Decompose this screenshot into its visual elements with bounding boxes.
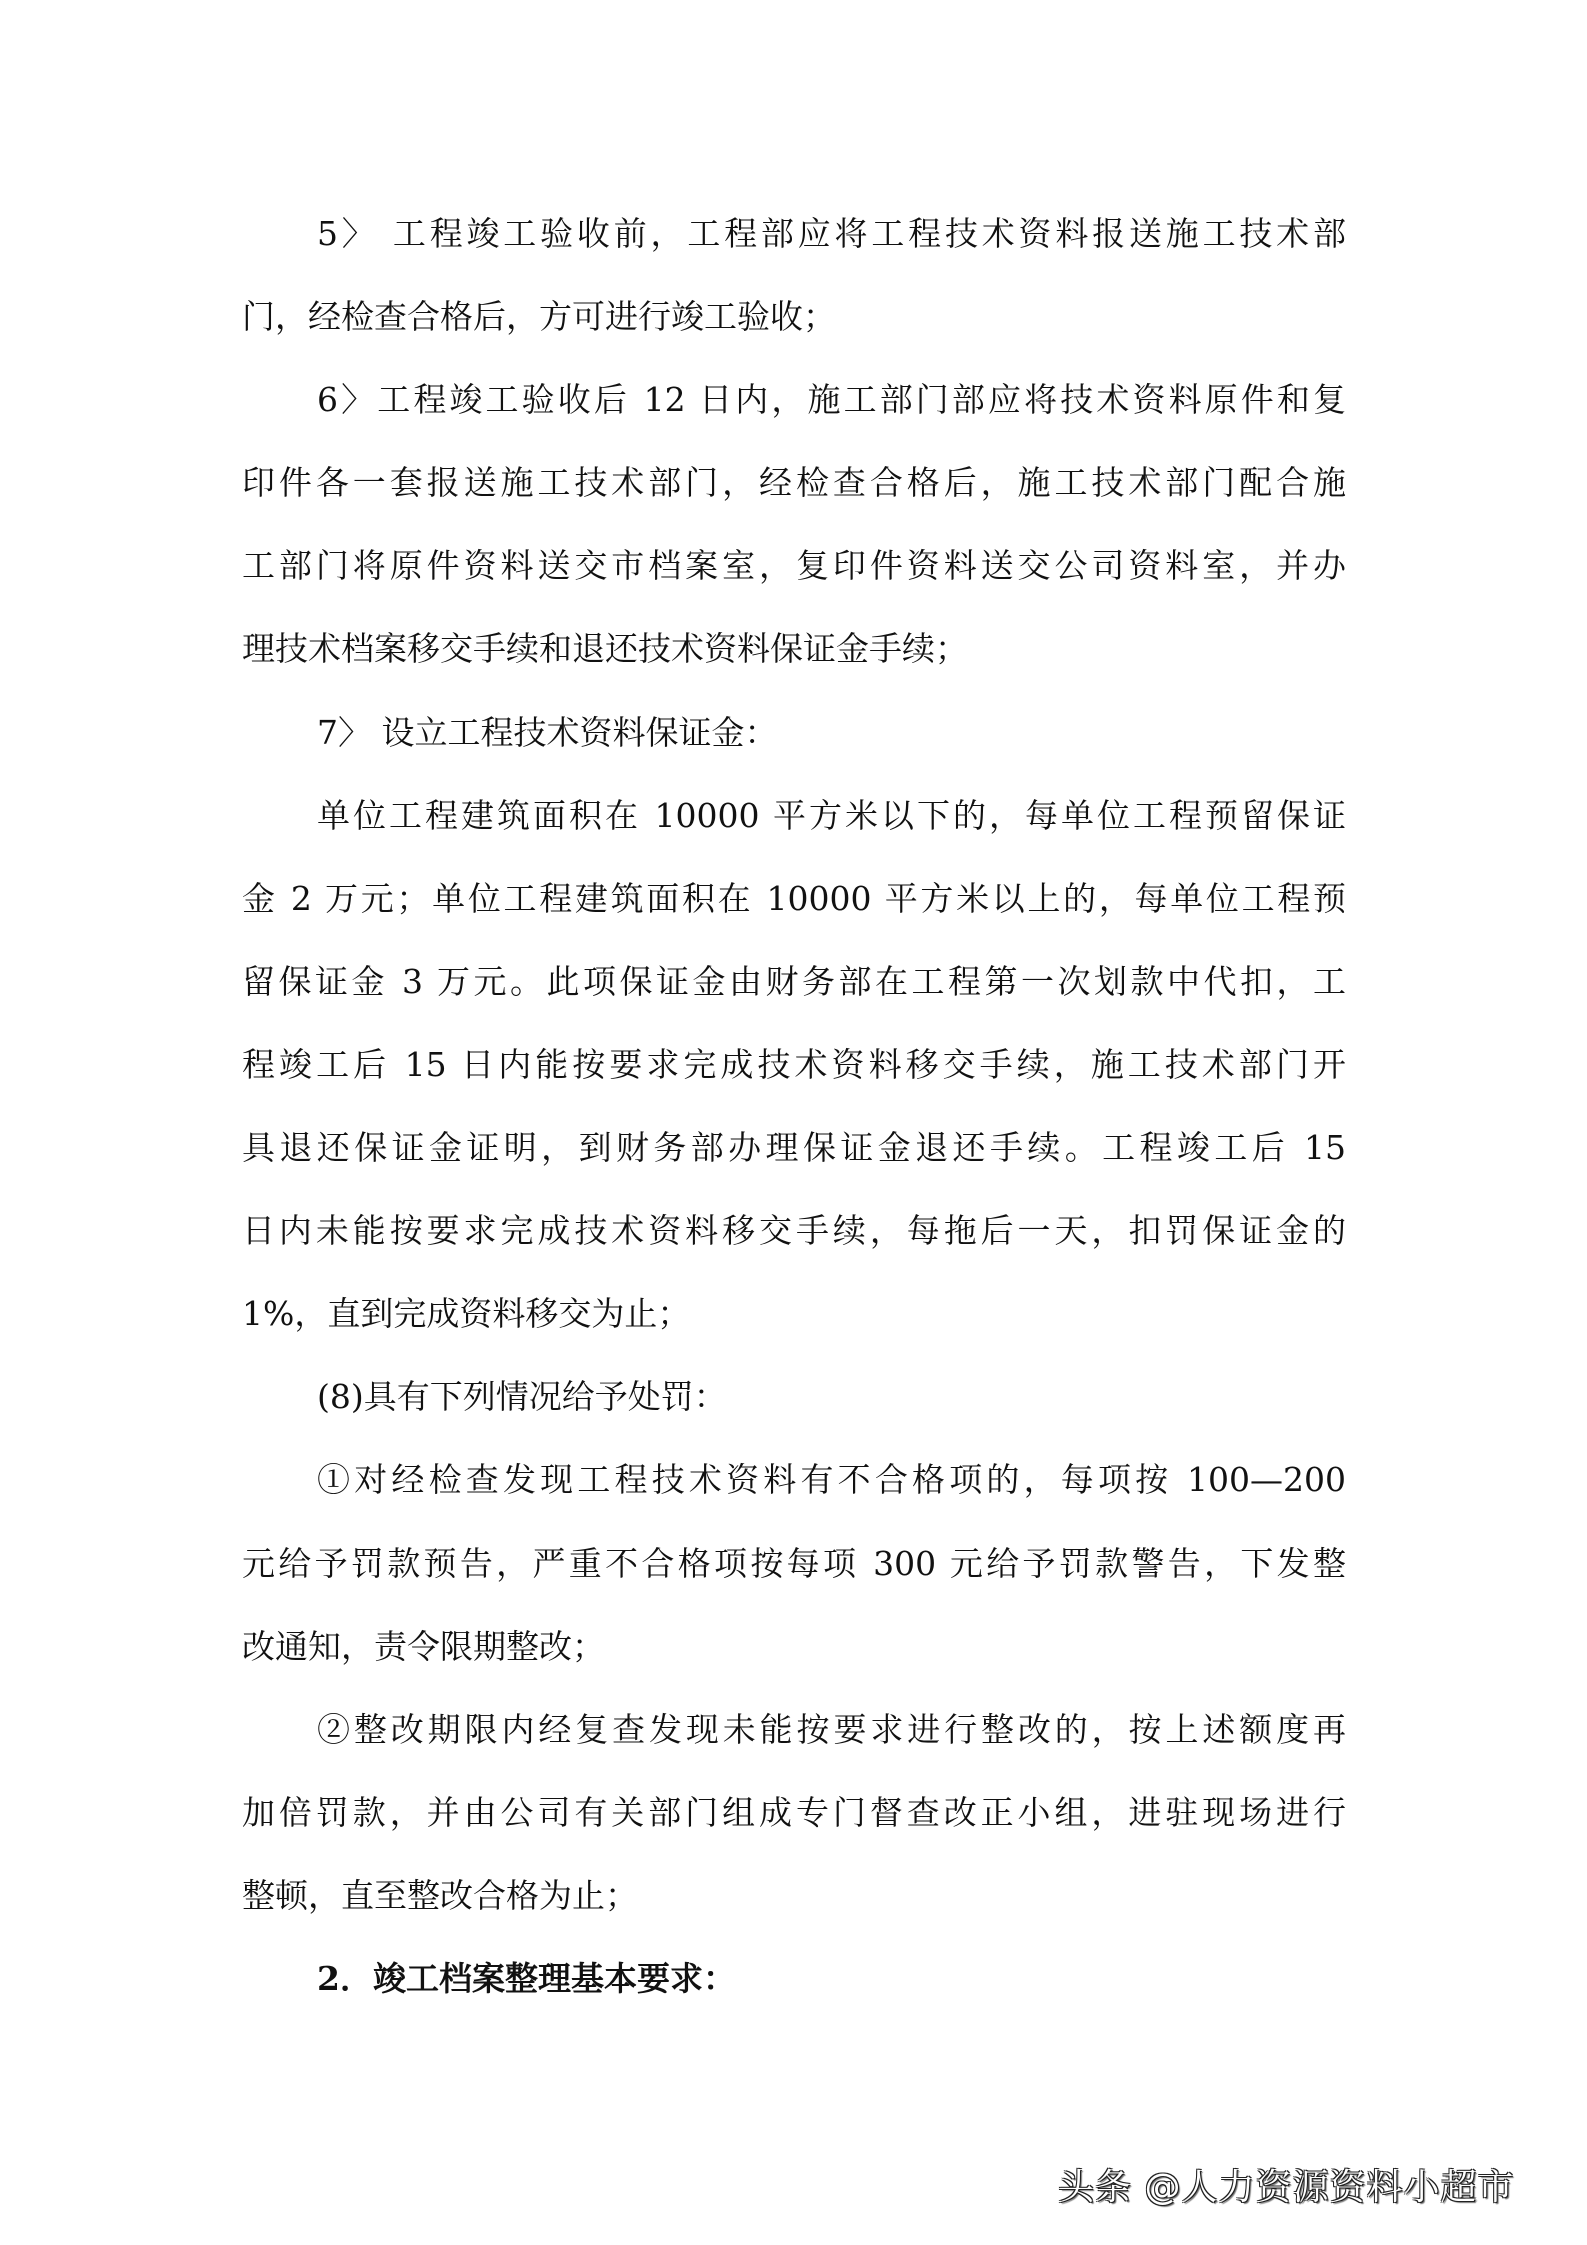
text-line: (8)具有下列情况给予处罚： bbox=[317, 1377, 727, 1417]
text-line: 单位工程建筑面积在 10000 平方米以下的，每单位工程预留保证 bbox=[317, 795, 1346, 835]
document-body bbox=[242, 192, 1346, 2020]
watermark: 头条 @人力资源资料小超市 bbox=[1058, 2167, 1515, 2208]
text-line: 工部门将原件资料送交市档案室，复印件资料送交公司资料室，并办 bbox=[242, 546, 1346, 586]
text-line: 程竣工后 15 日内能按要求完成技术资料移交手续，施工技术部门开 bbox=[242, 1044, 1346, 1084]
text-line: 印件各一套报送施工技术部门，经检查合格后，施工技术部门配合施 bbox=[242, 463, 1346, 503]
text-line: ①对经检查发现工程技术资料有不合格项的，每项按 100—200 bbox=[317, 1460, 1346, 1500]
text-line: 加倍罚款，并由公司有关部门组成专门督查改正小组，进驻现场进行 bbox=[242, 1792, 1346, 1832]
text-line: 5〉 工程竣工验收前，工程部应将工程技术资料报送施工技术部 bbox=[317, 214, 1346, 253]
text-line: 整顿，直至整改合格为止； bbox=[242, 1875, 638, 1915]
text-line: 具退还保证金证明，到财务部办理保证金退还手续。工程竣工后 15 bbox=[242, 1128, 1346, 1168]
text-line: 金 2 万元；单位工程建筑面积在 10000 平方米以上的，每单位工程预 bbox=[242, 878, 1346, 918]
text-line: ②整改期限内经复查发现未能按要求进行整改的，按上述额度再 bbox=[317, 1709, 1346, 1749]
text-line: 元给予罚款预告，严重不合格项按每项 300 元给予罚款警告，下发整 bbox=[242, 1543, 1346, 1583]
text-line: 理技术档案移交手续和退还技术资料保证金手续； bbox=[242, 629, 968, 669]
section-heading: 2．竣工档案整理基本要求： bbox=[317, 1958, 736, 1998]
text-line: 6〉工程竣工验收后 12 日内，施工部门部应将技术资料原件和复 bbox=[317, 380, 1346, 420]
text-line: 门，经检查合格后，方可进行竣工验收； bbox=[242, 297, 836, 337]
text-line: 改通知，责令限期整改； bbox=[242, 1626, 605, 1666]
text-line: 1%，直到完成资料移交为止； bbox=[242, 1294, 691, 1334]
text-line: 留保证金 3 万元。此项保证金由财务部在工程第一次划款中代扣，工 bbox=[242, 961, 1346, 1001]
text-line: 日内未能按要求完成技术资料移交手续，每拖后一天，扣罚保证金的 bbox=[242, 1211, 1346, 1251]
text-line: 7〉 设立工程技术资料保证金： bbox=[317, 712, 778, 752]
